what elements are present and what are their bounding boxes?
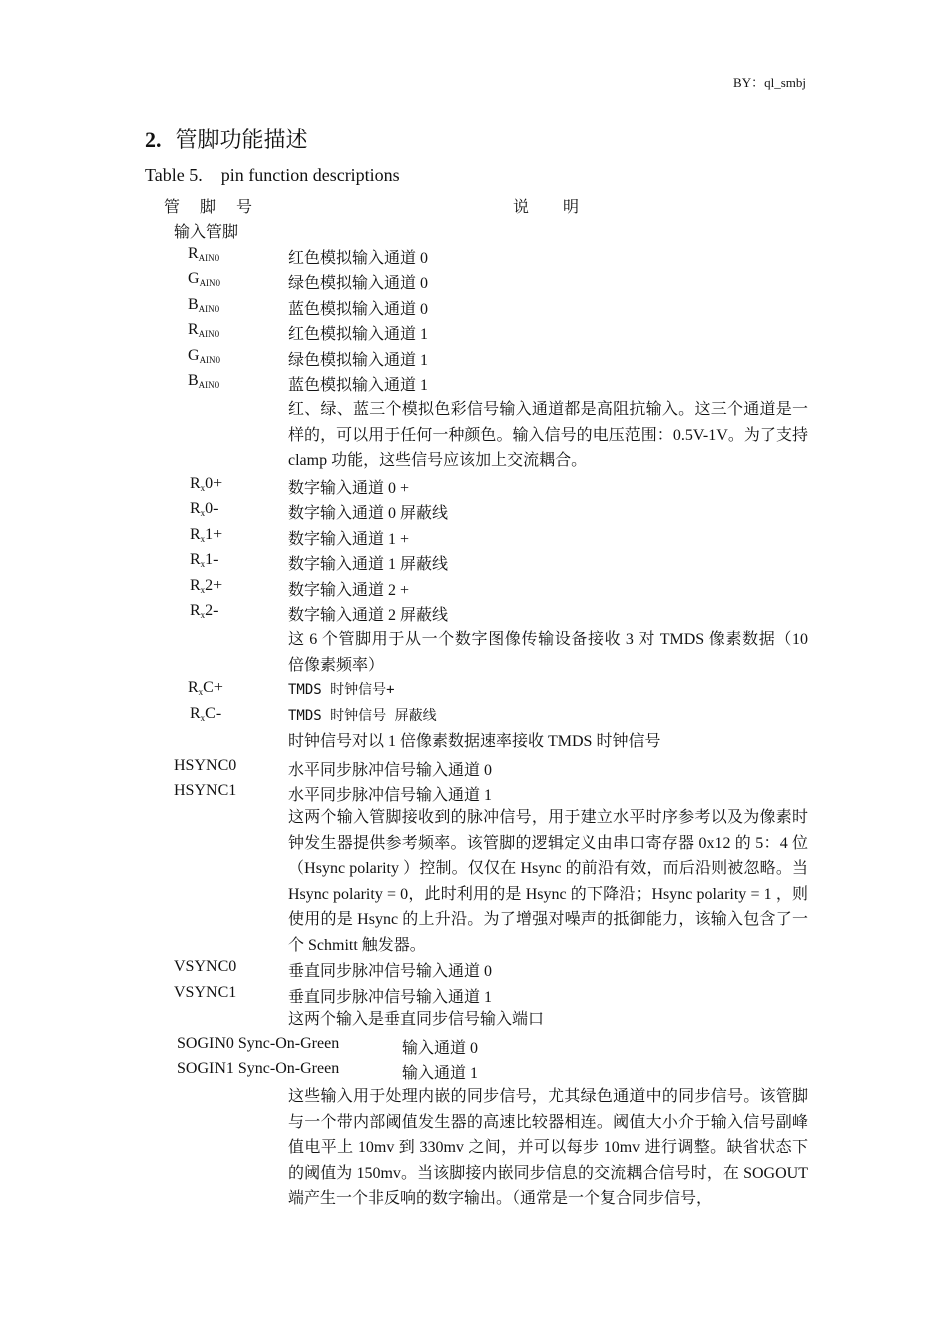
pin-description: TMDS 时钟信号 屏蔽线: [288, 708, 437, 724]
pin-name: $R_xC-$: [190, 705, 222, 723]
description-paragraph: 这两个输入是垂直同步信号输入端口: [288, 1011, 545, 1028]
pin-name: $B_{AIN0}$: [188, 372, 220, 390]
pin-description: 红色模拟输入通道 1: [288, 326, 429, 343]
table-caption: [145, 165, 400, 186]
pin-description: 水平同步脉冲信号输入通道 1: [288, 787, 493, 804]
pin-description: 数字输入通道 2 屏蔽线: [288, 607, 449, 624]
table-row: [0, 679, 950, 704]
pin-name: SOGIN1 Sync-On-Green: [177, 1060, 340, 1077]
section-title: 管脚功能描述: [175, 127, 308, 152]
table-row: [0, 500, 950, 525]
description-paragraph: 红、绿、蓝三个模拟色彩信号输入通道都是高阻抗输入。这三个通道是一样的，可以用于任何一种颜色。输入信号的电压范围：0.5V-1V。为了支持 clamp 功能，这些信号应该加上交流耦合。: [288, 401, 808, 470]
pin-description: 数字输入通道 1 屏蔽线: [288, 556, 449, 573]
table-row: [0, 296, 950, 321]
pin-description: 垂直同步脉冲信号输入通道 0: [288, 963, 493, 980]
table-row: [0, 475, 950, 500]
column-header-description: 说明: [513, 199, 614, 216]
section-heading: [145, 123, 308, 154]
description-paragraph: 这 6 个管脚用于从一个数字图像传输设备接收 3 对 TMDS 像素数据（10 倍像素频率）: [288, 631, 808, 674]
pin-name: $R_x1+$: [190, 526, 223, 544]
pin-description: 红色模拟输入通道 0: [288, 250, 429, 267]
table-row: [0, 347, 950, 372]
table-row: [0, 757, 950, 782]
table-row: [0, 602, 950, 627]
pin-name: $R_{AIN0}$: [188, 245, 220, 263]
pin-description: 垂直同步脉冲信号输入通道 1: [288, 989, 493, 1006]
pin-name: $R_x0-$: [190, 500, 219, 518]
pin-description: 输入通道 1: [402, 1065, 479, 1082]
table-row: [0, 245, 950, 270]
table-row: [0, 270, 950, 295]
pin-name: $R_x2+$: [190, 577, 223, 595]
pin-name: $G_{AIN0}$: [188, 347, 221, 365]
pin-name: $R_x2-$: [190, 602, 219, 620]
table-caption-text: pin function descriptions: [220, 165, 400, 185]
pin-name: $G_{AIN0}$: [188, 270, 221, 288]
pin-name: VSYNC1: [174, 984, 237, 1001]
description-paragraph: 这些输入用于处理内嵌的同步信号，尤其绿色通道中的同步信号。该管脚与一个带内部阈值发生器的高速比较器相连。阈值大小介于输入信号副峰值电平上 10mv 到 330mv 之间，并可以每步 10mv 进行调整。缺省状态下的阈值为 150mv。当该脚接内嵌同步信息的交流耦合信号时，在 SOGOUT 端产生一个非反响的数字输出。（通常是一个复合同步信号，: [288, 1088, 808, 1208]
pin-description: TMDS 时钟信号+: [288, 682, 395, 698]
table-row: [0, 782, 950, 807]
pin-description: 蓝色模拟输入通道 1: [288, 377, 429, 394]
pin-description: 水平同步脉冲信号输入通道 0: [288, 762, 493, 779]
pin-name: HSYNC0: [174, 757, 237, 774]
table-row: [0, 321, 950, 346]
description-paragraph: 这两个输入管脚接收到的脉冲信号，用于建立水平时序参考以及为像素时钟发生器提供参考频率。该管脚的逻辑定义由串口寄存器 0x12 的 5：4 位（Hsync polarity ）控制。仅仅在 Hsync 的前沿有效，而后沿则被忽略。当 Hsync polarity = 0，此时利用的是 Hsync 的下降沿；Hsync polarity = 1 ，则使用的是 Hsync 的上升沿。为了增强对噪声的抵御能力，该输入包含了一个 Schmitt 触发器。: [288, 809, 808, 954]
pin-description: 输入通道 0: [402, 1040, 479, 1057]
pin-name: $R_{AIN0}$: [188, 321, 220, 339]
table-row: [0, 372, 950, 397]
pin-name: $R_xC+$: [188, 679, 223, 697]
table-row: [0, 984, 950, 1009]
pin-name: SOGIN0 Sync-On-Green: [177, 1035, 340, 1052]
table-caption-number: Table 5.: [145, 165, 203, 185]
table-row: [0, 958, 950, 983]
table-row: [0, 705, 950, 730]
pin-description: 数字输入通道 1 +: [288, 531, 410, 548]
pin-description: 数字输入通道 2 +: [288, 582, 410, 599]
pin-name: VSYNC0: [174, 958, 237, 975]
pin-description: 数字输入通道 0 +: [288, 480, 410, 497]
table-row: [0, 1035, 950, 1060]
pin-description: 数字输入通道 0 屏蔽线: [288, 505, 449, 522]
pin-description: 蓝色模拟输入通道 0: [288, 301, 429, 318]
pin-name: $R_x0+$: [190, 475, 223, 493]
section-number: 2.: [145, 127, 162, 152]
table-row: [0, 1060, 950, 1085]
column-header-pin: 管脚号: [164, 199, 273, 216]
group-label-input-pins: 输入管脚: [174, 224, 239, 241]
pin-name: $R_x1-$: [190, 551, 219, 569]
pin-description: 绿色模拟输入通道 0: [288, 275, 429, 292]
table-row: [0, 551, 950, 576]
pin-name: HSYNC1: [174, 782, 237, 799]
table-row: [0, 526, 950, 551]
pin-name: $B_{AIN0}$: [188, 296, 220, 314]
table-row: [0, 577, 950, 602]
description-paragraph: 时钟信号对以 1 倍像素数据速率接收 TMDS 时钟信号: [288, 733, 661, 750]
header-author: BY：ql_smbj: [733, 75, 806, 90]
pin-description: 绿色模拟输入通道 1: [288, 352, 429, 369]
